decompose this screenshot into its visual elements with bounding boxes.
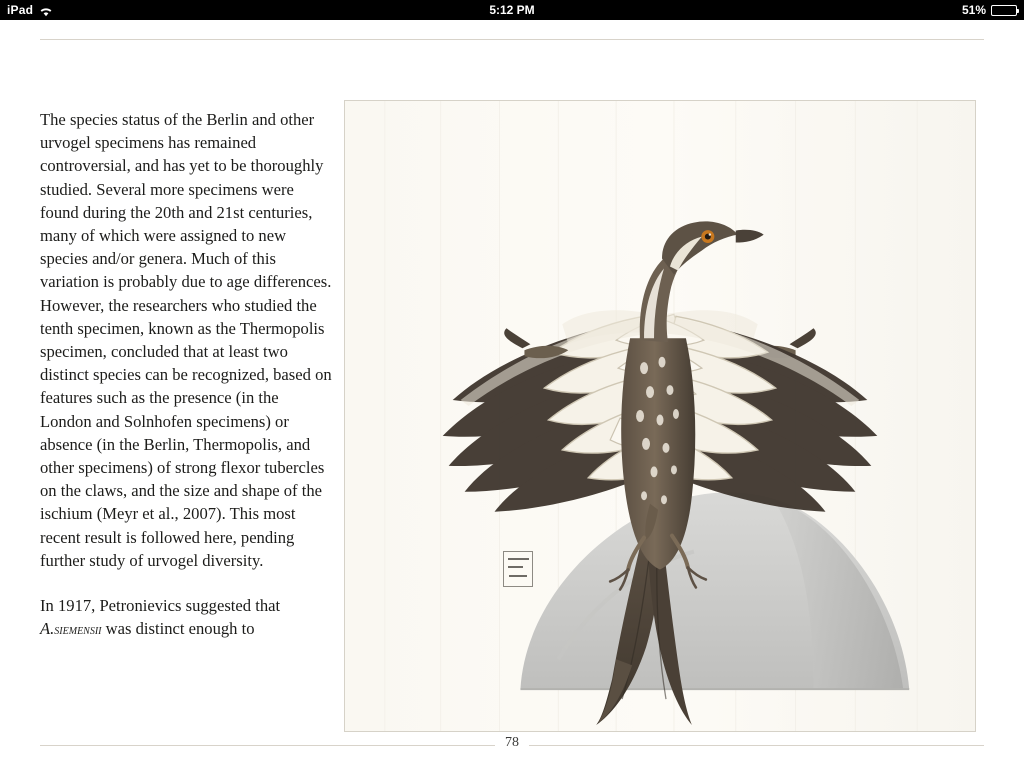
battery-icon — [991, 5, 1017, 16]
body-text-column — [40, 108, 332, 642]
status-bar-clock: 5:12 PM — [489, 3, 535, 17]
battery-percent-label: 51% — [961, 3, 986, 17]
page-top-rule — [40, 39, 984, 40]
paragraph-2-lead: In 1917, Petronievics suggested that — [40, 596, 281, 616]
ios-status-bar — [0, 0, 1024, 20]
status-bar-right — [962, 3, 1017, 17]
artist-monogram — [503, 551, 533, 587]
page-number: 78 — [0, 735, 1024, 751]
species-name: siemensii — [54, 622, 102, 639]
species-initial: A. — [40, 619, 55, 639]
archaeopteryx-illustration — [345, 101, 975, 731]
device-name-label: iPad — [7, 3, 34, 17]
paragraph-1: The species status of the Berlin and other urvogel specimens has remained controversial, and has yet to be thoroughly studied. Several more specimens were found during the 20th and 21st centuries, many of which were assigned to new species and/or genera. Much of this variation is probably due to age differences. However, the researchers who studied the tenth specimen, known as the Thermopolis specimen, concluded that at least two distinct species can be recognized, based on features such as the presence (in the London and Solnhofen specimens) or absence (in the Berlin, Thermopolis, and other specimens) of strong flexor tubercles on the claws, and the size and shape of the ischium (Meyr et al., 2007). This most recent result is followed here, pending further study of urvogel diversity. — [40, 110, 332, 570]
paragraph-2 — [40, 594, 332, 642]
paragraph-2-tail: was distinct enough to — [101, 619, 255, 639]
archaeopteryx-figure[interactable] — [344, 100, 976, 732]
book-page[interactable] — [0, 20, 1024, 768]
